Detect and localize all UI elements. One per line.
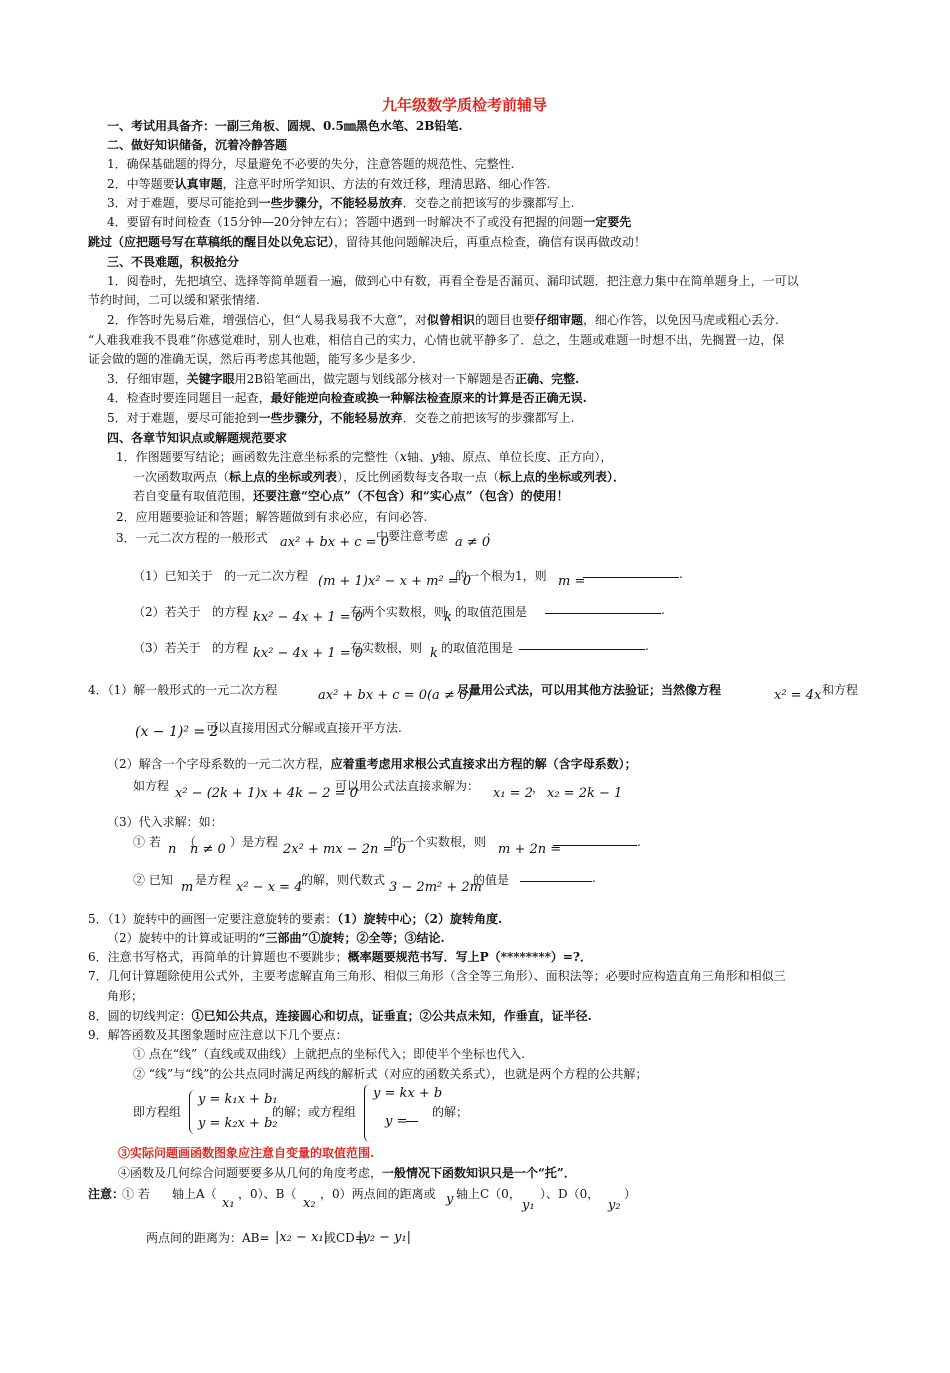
item-6: 6．注意书写格式，再简单的计算题也不要跳步；概率题要规范书写．写上P（********）=?．	[88, 950, 592, 964]
answer-blank-4: .	[553, 834, 641, 850]
item-4-2: 2．应用题要验证和答题；解答题做到有求必应，有问必答.	[116, 510, 428, 524]
system-1-eq2: y = k₂x + b₂	[198, 1116, 278, 1131]
formula-q4-3-1: 2x² + mx − 2n = 0	[283, 842, 406, 857]
item-3-1: 1．阅卷时，先把填空、选择等简单题看一遍，做到心中有数，再看全卷是否漏页、漏印试题．把注意力集中在简单题身上，一可以	[107, 274, 799, 288]
note-a: ① 若	[122, 1187, 150, 1201]
item-4-1-b: 一次函数取两点（标上点的坐标或列表），反比例函数每支各取一点（标上点的坐标或列表）．	[133, 470, 626, 484]
formula-ab: |x₂ − x₁|	[275, 1230, 329, 1245]
q3-1-a: （1）已知关于	[133, 569, 213, 583]
q4-1-d: 可以直接用因式分解或直接开平方法.	[206, 721, 402, 735]
note-f: ）、D（0，	[540, 1187, 600, 1201]
system-label-1: 即方程组	[133, 1105, 182, 1119]
system-label-2: 的解；或方程组	[272, 1105, 357, 1119]
q4-3-1-b: ）是方程	[230, 835, 279, 849]
var-y2: y₂	[608, 1198, 621, 1213]
q3-2-c: 有两个实数根，则	[350, 605, 447, 619]
q4-3-2-c: 的解，则代数式	[301, 873, 386, 887]
item-3-5: 5．对于难题，要尽可能抢到一些步骤分，不能轻易放弃．交卷之前把该写的步骤都写上.	[107, 411, 575, 425]
item-5-2: （2）旋转中的计算或证明的“三部曲”①旋转；②全等；③结论.	[107, 931, 445, 945]
answer-blank-5: .	[520, 870, 596, 886]
item-5-1: 5．（1）旋转中的画图一定要注意旋转的要素：（1）旋转中心；（2）旋转角度.	[88, 912, 503, 926]
formula-cd: |y₂ − y₁|	[358, 1230, 412, 1245]
q4-3-1-c: 的一个实数根，则	[390, 835, 487, 849]
section-2-heading: 二、做好知识储备，沉着冷静答题	[107, 138, 288, 152]
q4-2-c: 可以用公式法直接求解为：	[335, 779, 480, 793]
formula-m-2n: m + 2n =	[498, 842, 562, 857]
var-x1: x₁	[222, 1196, 235, 1211]
q4-1-c: 和方程	[822, 683, 859, 697]
q3-3-a: （3）若关于	[133, 641, 201, 655]
note-distance: 两点间的距离为：AB=	[146, 1231, 270, 1245]
fraction-bar	[406, 1121, 418, 1122]
formula-x-1-sq: (x − 1)² = 2	[135, 724, 219, 740]
formula-n-ne-0: n ≠ 0	[190, 842, 226, 857]
item-4-3: 3．一元二次方程的一般形式	[116, 531, 268, 545]
var-y: y	[446, 1192, 454, 1207]
note-b: 轴上A（	[172, 1187, 217, 1201]
answer-blank-1: .	[583, 566, 683, 582]
brace-1	[189, 1090, 196, 1134]
q4-3-a: （3）代入求解：如：	[107, 815, 223, 829]
q3-1-b: 的一元二次方程	[224, 569, 309, 583]
formula-x1: x₁ = 2	[493, 786, 533, 801]
item-3-4: 4．检查时要连同题目一起查，最好能逆向检查或换一种解法检查原来的计算是否正确无误.	[107, 391, 587, 405]
q4-1-b: 尽量用公式法，可以用其他方法验证；当然像方程	[457, 683, 722, 697]
formula-q3-3: kx² − 4x + 1 = 0	[253, 646, 364, 661]
q4-3-2-a: ② 已知	[133, 873, 173, 887]
item-3-2: 2．作答时先易后难，增强信心，但“人易我易我不大意”，对似曾相识的题目也要仔细审题，细心作答，以免因马虎或粗心丢分.	[107, 313, 779, 327]
var-m: m	[181, 880, 194, 895]
item-4-1-c: 若自变量有取值范围，还要注意“空心点”（不包含）和“实心点”（包含）的使用！	[133, 489, 569, 503]
note-c: ，0）、B（	[238, 1187, 297, 1201]
formula-expr: 3 − 2m² + 2m	[389, 880, 482, 895]
q3-3-b: 的方程	[212, 641, 249, 655]
formula-q4-2: x² − (2k + 1)x + 4k − 2 = 0	[175, 786, 358, 801]
section-1-heading: 一、考试用具备齐：一副三角板、圆规、0.5㎜黑色水笔、2B铅笔.	[107, 119, 463, 133]
formula-x2: x₂ = 2k − 1	[547, 786, 623, 801]
item-2-2: 2．中等题要认真审题，注意平时所学知识、方法的有效迁移，理清思路、细心作答.	[107, 177, 551, 191]
var-y1: y₁	[522, 1198, 535, 1213]
item-2-4-cont: 跳过（应把题号写在草稿纸的醒目处以免忘记），留待其他问题解决后，再重点检查，确信有误再做改动！	[88, 235, 647, 249]
q3-3-d: 的取值范围是	[441, 641, 514, 655]
item-9-1: ① 点在“线”（直线或双曲线）上就把点的坐标代入；即使半个坐标也代入.	[133, 1047, 525, 1061]
q3-1-c: 的一个根为1，则	[455, 569, 547, 583]
comma: ，	[532, 781, 545, 795]
formula-x2-4x: x² = 4x	[774, 688, 822, 703]
note-e: 轴上C（0，	[456, 1187, 521, 1201]
section-4-heading: 四、各章节知识点或解题规范要求	[107, 431, 288, 445]
system-2-eq2: y =	[385, 1114, 408, 1129]
brace-2	[364, 1084, 371, 1142]
var-k: k	[444, 610, 452, 625]
item-7: 7．几何计算题除使用公式外，主要考虑解直角三角形、相似三角形（含全等三角形）、面积法等；必要时应构造直角三角形和相似三	[88, 969, 786, 983]
semicolon: ；	[486, 529, 499, 543]
formula-q3-1: (m + 1)x² − x + m² = 0	[318, 574, 472, 589]
item-3-2-cont2: 证会做的题的准确无误，然后再考虑其他题，能写多少是多少.	[88, 352, 416, 366]
page-title: 九年级数学质检考前辅导	[382, 96, 548, 114]
item-9-4: ④函数及几何综合问题要要多从几何的角度考虑，一般情况下函数知识只是一个“托”．	[118, 1166, 576, 1180]
section-3-heading: 三、不畏难题，积极抢分	[107, 255, 240, 269]
formula-m-eq: m =	[558, 574, 586, 589]
item-3-2-cont: “人难我难我不畏难”你感觉难时，别人也难，相信自己的实力，心情也就平静多了．总之，生题或难题一时想不出，先搁置一边，保	[88, 333, 785, 347]
q4-1-a: 4．（1）解一般形式的一元二次方程	[88, 683, 278, 697]
system-1-eq1: y = k₁x + b₁	[198, 1092, 278, 1107]
q3-3-c: 有实数根，则	[350, 641, 423, 655]
formula-q4-3-2: x² − x = 4	[236, 880, 303, 895]
q3-2-a: （2）若关于	[133, 605, 201, 619]
answer-blank-2: .	[545, 602, 665, 618]
q4-2-b: 如方程	[133, 779, 170, 793]
item-4-3-b: 中要注意考虑	[376, 529, 449, 543]
note-label: 注意：	[88, 1187, 125, 1201]
note-or-cd: 或CD=	[324, 1231, 365, 1245]
item-2-3: 3．对于难题，要尽可能抢到一些步骤分，不能轻易放弃．交卷之前把该写的步骤都写上.	[107, 196, 575, 210]
item-4-1: 1．作图题要写结论；画函数先注意坐标系的完整性（x轴、y轴、原点、单位长度、正方向），	[116, 450, 613, 465]
note-d: ，0）两点间的距离或	[320, 1187, 436, 1201]
var-n: n	[168, 842, 177, 857]
paren: （	[184, 835, 197, 849]
q3-2-b: 的方程	[212, 605, 249, 619]
formula-general-quadratic: ax² + bx + c = 0	[280, 535, 389, 550]
q3-2-d: 的取值范围是	[455, 605, 528, 619]
item-3-1-cont: 节约时间，二可以缓和紧张情绪.	[88, 293, 260, 307]
item-9-3: ③实际问题画函数图象应注意自变量的取值范围.	[118, 1146, 375, 1160]
note-g: ）	[624, 1187, 637, 1201]
item-2-4: 4．要留有时间检查（15分钟—20分钟左右）；答题中遇到一时解决不了或没有把握的问题一定要先	[107, 215, 632, 229]
system-label-3: 的解；	[432, 1105, 469, 1119]
q4-2-a: （2）解含一个字母系数的一元二次方程，应着重考虑用求根公式直接求出方程的解（含字母系数）；	[107, 757, 637, 771]
item-9: 9．解答函数及其图象题时应注意以下几个要点：	[88, 1028, 348, 1042]
system-2-eq1: y = kx + b	[373, 1086, 443, 1101]
item-3-3: 3．仔细审题，关键字眼用2B铅笔画出，做完题与划线部分核对一下解题是否正确、完整.	[107, 372, 580, 386]
var-x2: x₂	[303, 1196, 316, 1211]
formula-q4-1: ax² + bx + c = 0(a ≠ 0)	[318, 688, 473, 703]
q4-3-2-b: 是方程	[195, 873, 232, 887]
answer-blank-3: .	[519, 638, 649, 654]
formula-q3-2: kx² − 4x + 1 = 0	[253, 610, 364, 625]
q4-3-1-a: ① 若	[133, 835, 161, 849]
item-8: 8．圆的切线判定：①已知公共点，连接圆心和切点，证垂直；②公共点未知，作垂直，证半径.	[88, 1009, 592, 1023]
var-k: k	[430, 646, 438, 661]
q4-3-2-d: 的值是	[473, 873, 510, 887]
formula-a-ne-0: a ≠ 0	[455, 535, 491, 550]
item-2-1: 1．确保基础题的得分，尽量避免不必要的失分，注意答题的规范性、完整性.	[107, 157, 515, 171]
item-9-2: ② “线”与“线”的公共点同时满足两线的解析式（对应的函数关系式），也就是两个方程的公共解；	[133, 1067, 648, 1081]
item-7-cont: 角形；	[107, 989, 144, 1003]
